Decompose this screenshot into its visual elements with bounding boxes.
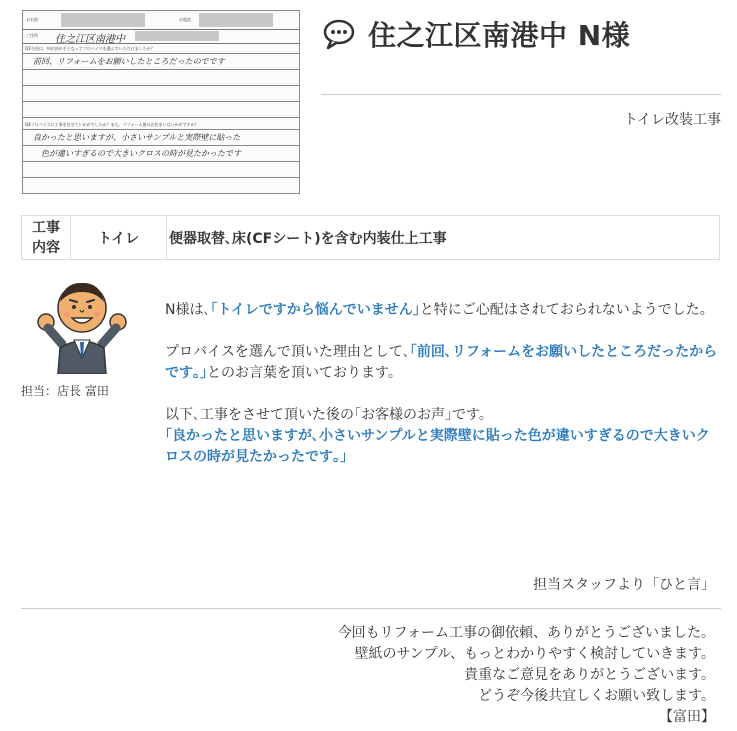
comment-text: と特にご心配はされておられないようでした。 (419, 302, 714, 318)
comment-paragraph-3 (165, 405, 721, 468)
staff-message-line: 今回もリフォーム工事の御依頼、ありがとうございました。 (337, 625, 715, 641)
comment-paragraph-1 (165, 300, 721, 321)
comment-text: とのお言葉を頂いております。 (207, 365, 402, 381)
work-content-label-text: 工事内容 (32, 219, 60, 256)
staff-message-line: 貴重なご意見をありがとうございます。 (464, 667, 715, 683)
staff-message-heading: 担当スタッフより「ひと言」 (533, 577, 715, 593)
handwritten-address: 住之江区南港中 (55, 34, 125, 45)
staff-message-line: 壁紙のサンプル、もっとわかりやすく検討していきます。 (354, 646, 715, 662)
customer-voice-quote: ｢良かったと思いますが､小さいサンプルと実際壁に貼った色が違いすぎるので大きいクロスの時が見たかったです｡｣ (165, 428, 710, 465)
work-description-cell: 便器取替､床(CFシート)を含む内装仕上工事 (169, 230, 447, 247)
staff-message-line: どうぞ今後共宜しくお願い致します。 (478, 688, 715, 704)
label-address: ご住所 (26, 33, 38, 38)
redacted-address (135, 31, 219, 41)
work-content-label (22, 216, 71, 259)
staff-message (338, 623, 715, 728)
work-category-cell: トイレ (71, 216, 167, 259)
customer-comments (165, 300, 721, 489)
questionnaire-scan (22, 10, 300, 194)
work-type-label: トイレ改装工事 (623, 112, 721, 128)
question-3: Q3今回は、何が決め手となってプロバイスを選んでいただけましたか？ (25, 46, 155, 51)
page-title: 住之江区南港中 N様 (368, 19, 631, 52)
handwritten-answer-3: 前回、リフォームをお願いしたところだったのでです (33, 57, 225, 66)
staff-message-signature: 【富田】 (659, 709, 715, 725)
label-phone: お電話 (179, 17, 191, 22)
questionnaire-address-row (23, 29, 299, 44)
redacted-phone (199, 13, 273, 27)
work-content-table (21, 215, 720, 260)
questionnaire-name-row (23, 11, 299, 30)
comment-text: 以下､工事をさせて頂いた後の｢お客様のお声｣です。 (165, 407, 493, 423)
handwritten-answer-4-line2: 色が違いすぎるので大きいクロスの時が見たかったです (41, 149, 241, 158)
label-name: お名前 (26, 17, 38, 22)
staff-message-divider (21, 608, 721, 609)
handwritten-answer-4-line1: 良かったと思いますが、小さいサンプルと実際壁に貼った (33, 133, 241, 142)
comment-text: プロバイスを選んで頂いた理由として､ (165, 344, 410, 360)
comment-paragraph-2 (165, 342, 721, 384)
header-divider (321, 94, 721, 95)
highlight-quote: ｢トイレですから悩んでいません｣ (210, 302, 420, 318)
comment-text: N様は､ (165, 302, 211, 318)
highlight-quote: ｢前回､リフォームをお願いしたところだったからです｡｣ (165, 344, 718, 381)
chat-bubble-icon (322, 17, 356, 51)
question-4: Q4プロバイスに工事を任せていかがでしたか？また、リフォーム後のお住まいはいかがですか？ (25, 122, 199, 127)
redacted-name (61, 13, 145, 27)
title-row (322, 14, 630, 54)
staff-avatar-illustration (34, 278, 130, 374)
staff-caption: 担当：店長 富田 (21, 384, 109, 398)
